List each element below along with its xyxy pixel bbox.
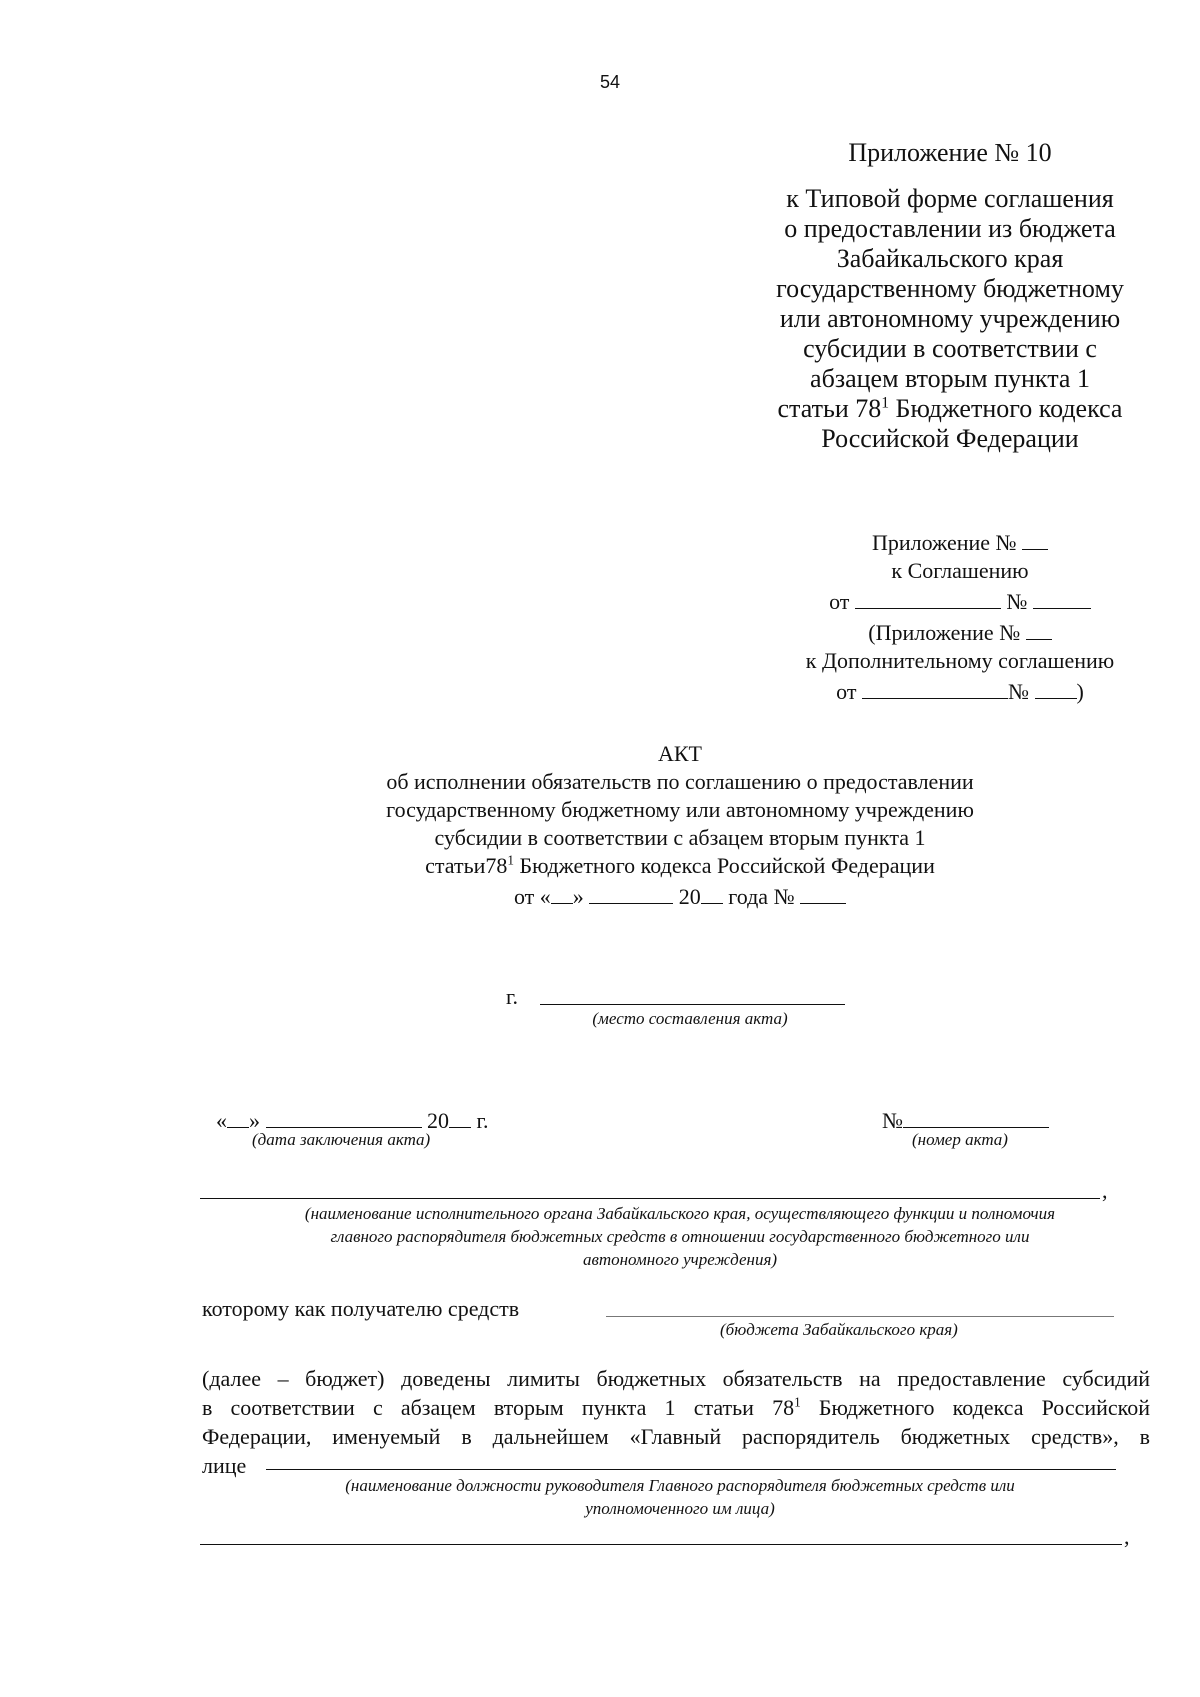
supplement-line: к Дополнительному соглашению [805,648,1115,674]
blank-field[interactable] [800,880,846,904]
act-date: « » 20 г. [216,1104,489,1134]
blank-field[interactable] [227,1104,249,1128]
supplement-appendix-line: (Приложение № [760,616,1160,647]
act-line-article: $статьи78^1$ Бюджетного кодекса Российской Федерации [425,852,935,878]
executor-field[interactable] [200,1198,1100,1199]
appendix-line: или автономному учреждению [779,304,1121,333]
number-caption: (номер акта) [912,1130,1008,1149]
agreement-line: к Соглашению [891,558,1029,584]
blank-field[interactable] [266,1104,422,1128]
place-field[interactable] [540,1004,845,1005]
agreement-reference [760,526,1160,706]
appendix-header [740,138,1160,454]
blank-field[interactable] [589,880,673,904]
head-name-field[interactable] [200,1544,1122,1545]
head-caption: (наименование должности руководителя Главного распорядителя бюджетных средств или уполномоченного им лица) [345,1476,1015,1518]
body-paragraph [202,1364,1150,1480]
appendix-line: государственному бюджетному [776,274,1124,303]
head-position-field[interactable] [266,1469,1116,1470]
appendix-line: о предоставлении из бюджета [784,214,1116,243]
agreement-date-line: от № [760,585,1160,616]
body-line: Федерации, именуемый в дальнейшем «Главный распорядитель бюджетных средств», в [202,1424,1150,1449]
appendix-line: абзацем вторым пункта 1 [810,364,1090,393]
body-line-article: в соответствии с абзацем вторым пункта 1 статьи $78^1$ Бюджетного кодекса Российской [202,1394,1151,1420]
appendix-line: Российской Федерации [821,424,1079,453]
act-title: АКТ [658,741,702,766]
act-date-line: от « » 20 года № [200,880,1160,911]
recipient-field[interactable] [606,1316,1114,1317]
appendix-title: Приложение № 10 [848,138,1052,167]
appendix-line: к Типовой форме соглашения [786,184,1114,213]
appendix-line: Забайкальского края [836,244,1064,273]
place-caption: (место составления акта) [592,1009,788,1028]
blank-field[interactable] [1026,616,1052,640]
executor-comma: , [1102,1178,1108,1203]
blank-field[interactable] [903,1104,1049,1128]
act-title-block [200,740,1160,911]
page-number: 54 [599,72,621,92]
agreement-appendix-line: Приложение № [760,526,1160,557]
blank-field[interactable] [862,675,1008,699]
place-prefix: г. [506,984,519,1009]
recipient-label: которому как получателю средств [202,1296,520,1321]
blank-field[interactable] [1033,585,1091,609]
act-line: субсидии в соответствии с абзацем вторым пункта 1 [434,825,926,850]
body-line: (далее – бюджет) доведены лимиты бюджетных обязательств на предоставление субсидий [202,1366,1150,1391]
recipient-caption: (бюджета Забайкальского края) [720,1320,958,1339]
blank-field[interactable] [1022,526,1048,550]
appendix-line-article: статьи $78^1$ Бюджетного кодекса [777,394,1123,423]
blank-field[interactable] [701,880,723,904]
act-line: государственному бюджетному или автономному учреждению [386,797,974,822]
blank-field[interactable] [1035,675,1077,699]
act-number: № [882,1104,1049,1134]
blank-field[interactable] [855,585,1001,609]
supplement-date-line: от № ) [760,675,1160,706]
executor-caption: (наименование исполнительного органа Забайкальского края, осуществляющего функции и полномочия главного распорядителя бюджетных средств в отношении государственного бюджетного или автономного учреждения) [304,1204,1056,1269]
head-comma: , [1124,1524,1130,1549]
act-line: об исполнении обязательств по соглашению о предоставлении [386,769,974,794]
blank-field[interactable] [449,1104,471,1128]
body-line-person: лице [202,1453,247,1478]
blank-field[interactable] [551,880,573,904]
appendix-line: субсидии в соответствии с [803,334,1097,363]
date-caption: (дата заключения акта) [252,1130,431,1149]
